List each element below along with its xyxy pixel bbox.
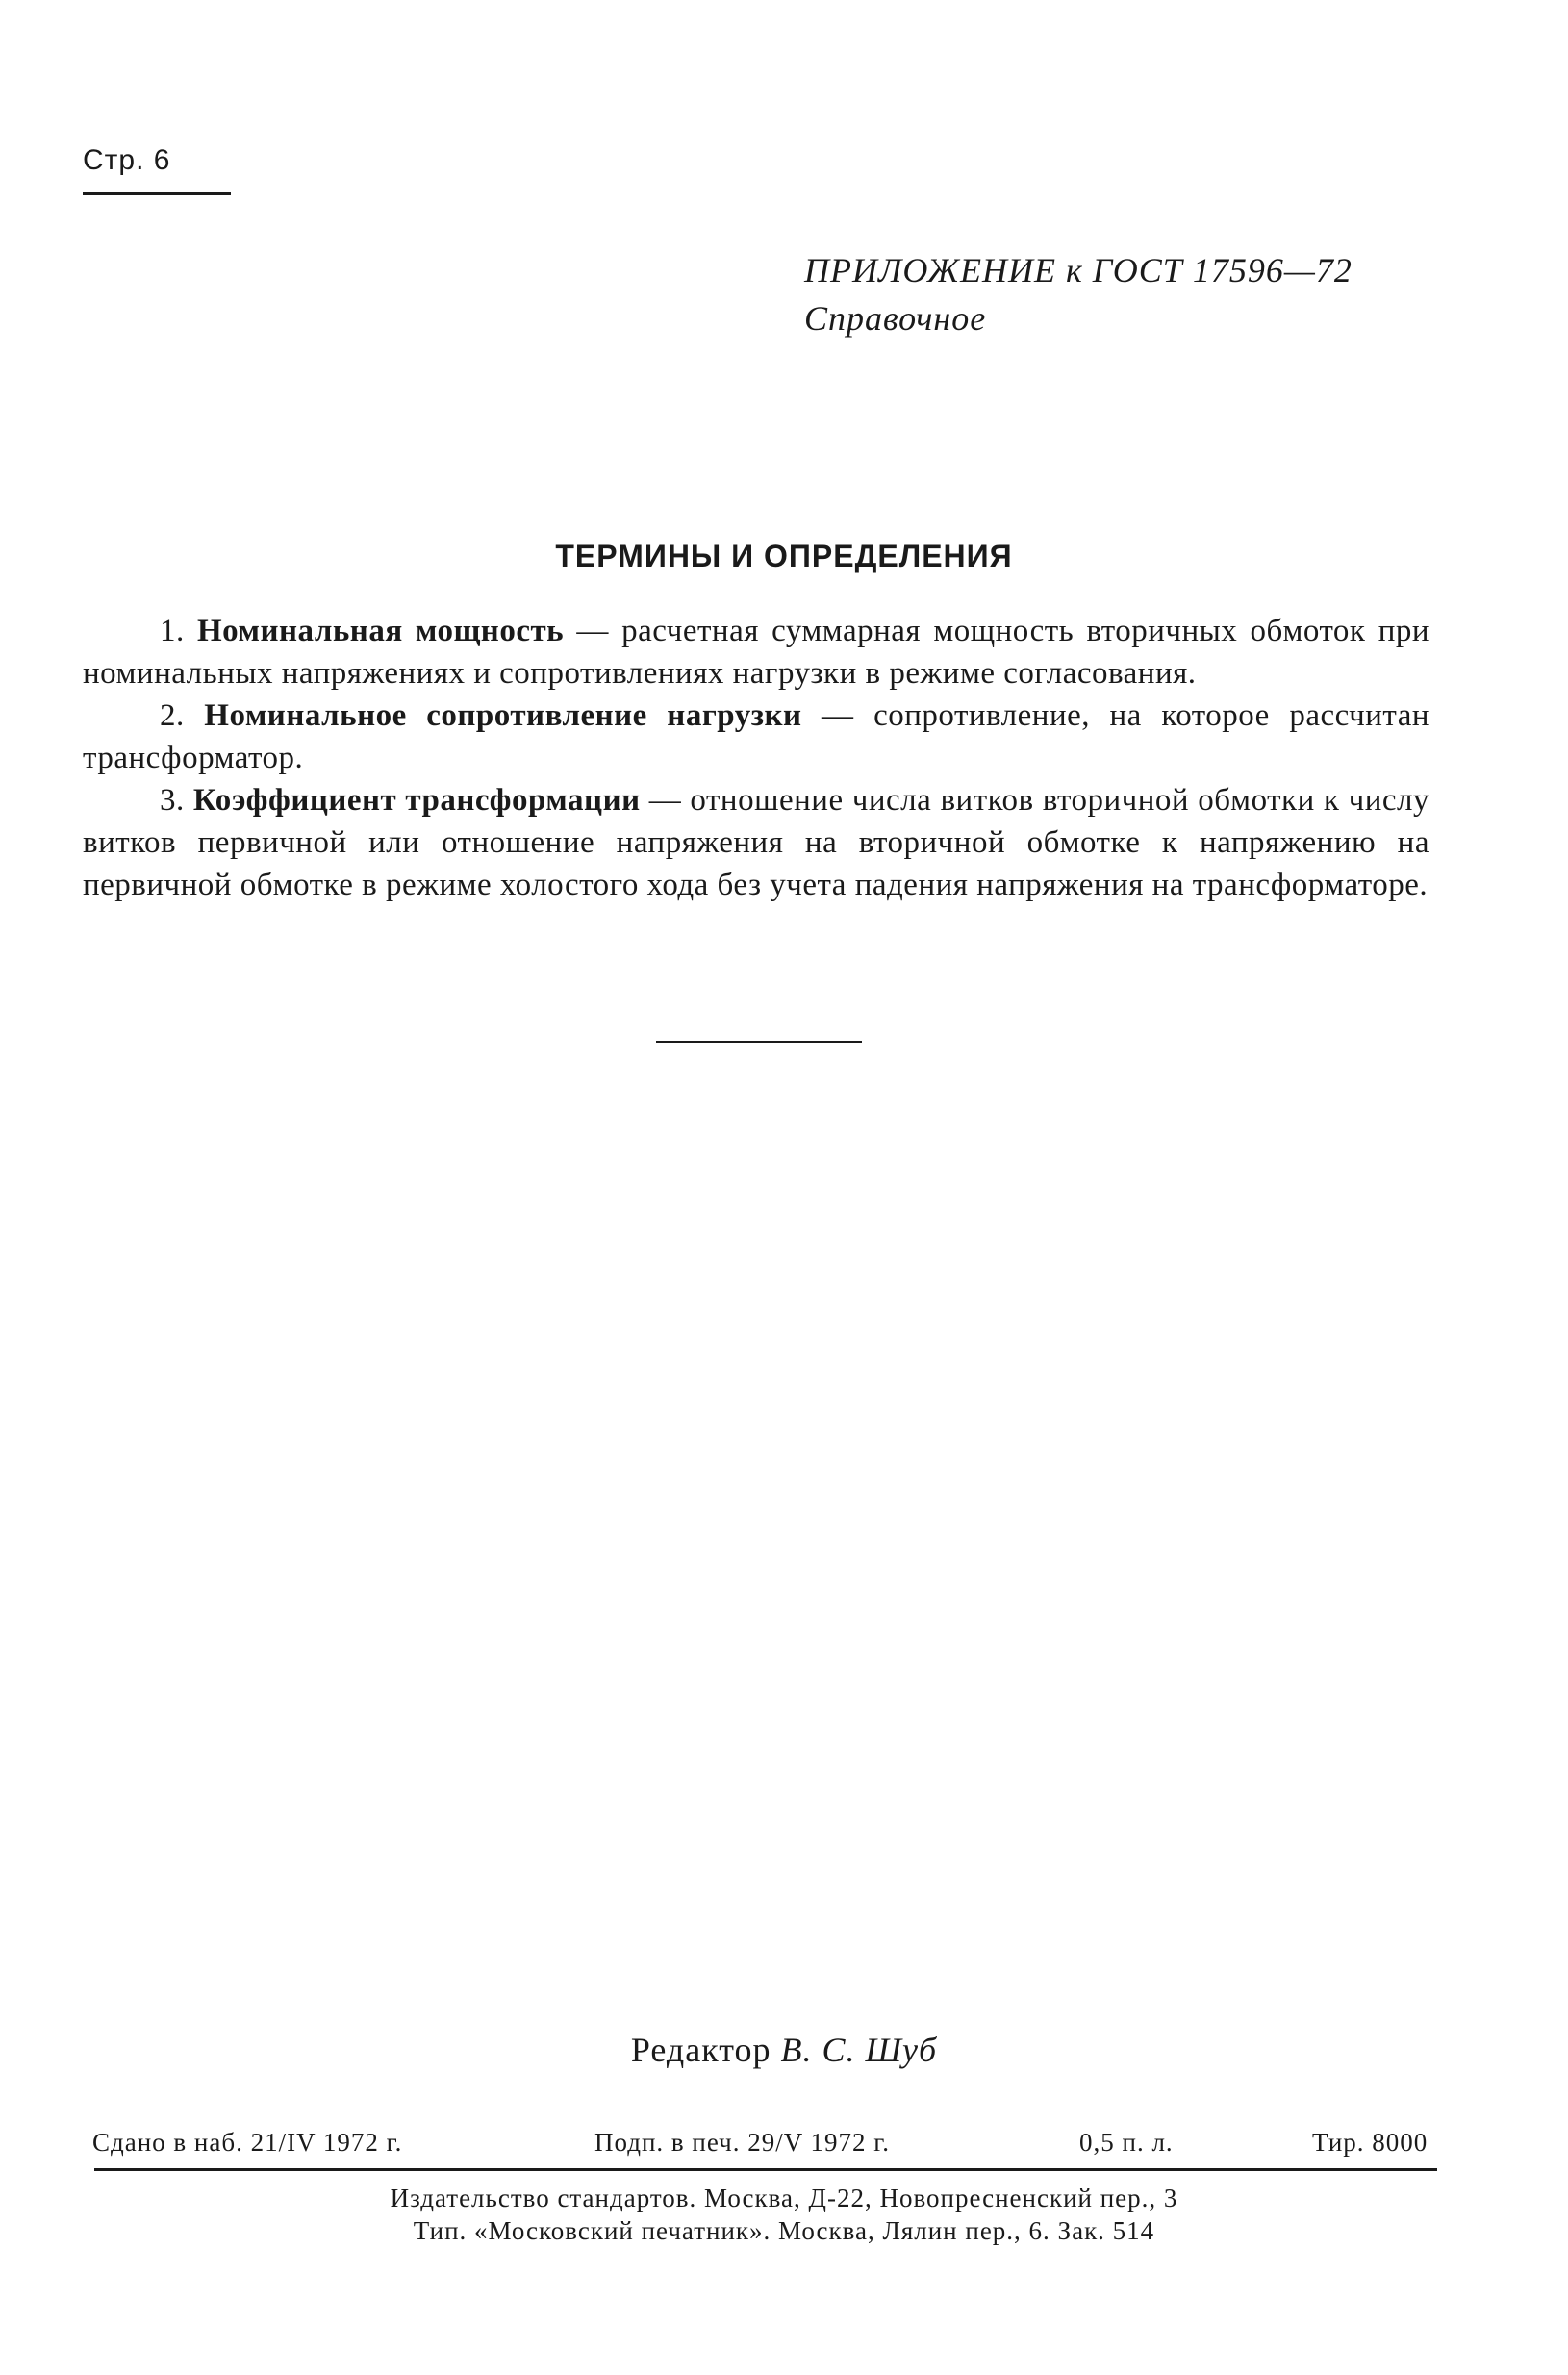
appendix-title: ПРИЛОЖЕНИЕ к ГОСТ 17596—72 [804,251,1353,290]
imprint-print-run: Тир. 8000 [1312,2128,1429,2157]
term-name: Номинальная мощность [197,614,565,648]
appendix-subtitle: Справочное [804,299,987,338]
terms-list [83,610,1429,906]
term-number: 1. [160,614,185,648]
editor-line [0,2030,1568,2070]
term-number: 3. [160,783,185,818]
term-number: 2. [160,698,185,733]
term-item [83,610,1429,695]
term-name: Номинальное сопротивление нагрузки [204,698,802,733]
term-item [83,779,1429,906]
term-item [83,695,1429,779]
section-divider [656,1041,862,1043]
publisher-line-1: Издательство стандартов. Москва, Д-22, Новопресненский пер., 3 [390,2184,1178,2212]
term-definition: — расчетная суммарная мощность вторичных обмоток при номинальных напряжениях и сопротивлениях нагрузки в режиме согласования. [83,614,1430,691]
page-number-underline [83,192,231,195]
section-title: ТЕРМИНЫ И ОПРЕДЕЛЕНИЯ [555,539,1013,573]
imprint-submitted: Сдано в наб. 21/IV 1972 г. [92,2128,403,2157]
imprint-signed: Подп. в печ. 29/V 1972 г. [594,2128,891,2157]
term-definition: — отношение числа витков вторичной обмотки к числу витков первичной или отношение напряжения на вторичной обмотке к напряжению на первичной обмотке в режиме холостого хода без учета падения напряжения на трансформаторе. [83,783,1429,902]
imprint-divider [94,2168,1437,2171]
term-definition: — сопротивление, на которое рассчитан трансформатор. [83,698,1429,775]
page-number: Стр. 6 [83,144,171,176]
editor-name: В. С. Шуб [780,2031,938,2069]
editor-label: Редактор [630,2031,771,2069]
appendix-header [804,246,1353,342]
imprint-sheets: 0,5 п. л. [1079,2128,1174,2157]
publisher-info [0,2182,1568,2247]
publisher-line-2: Тип. «Московский печатник». Москва, Лялин пер., 6. Зак. 514 [413,2216,1155,2245]
term-name: Коэффициент трансформации [192,783,641,818]
